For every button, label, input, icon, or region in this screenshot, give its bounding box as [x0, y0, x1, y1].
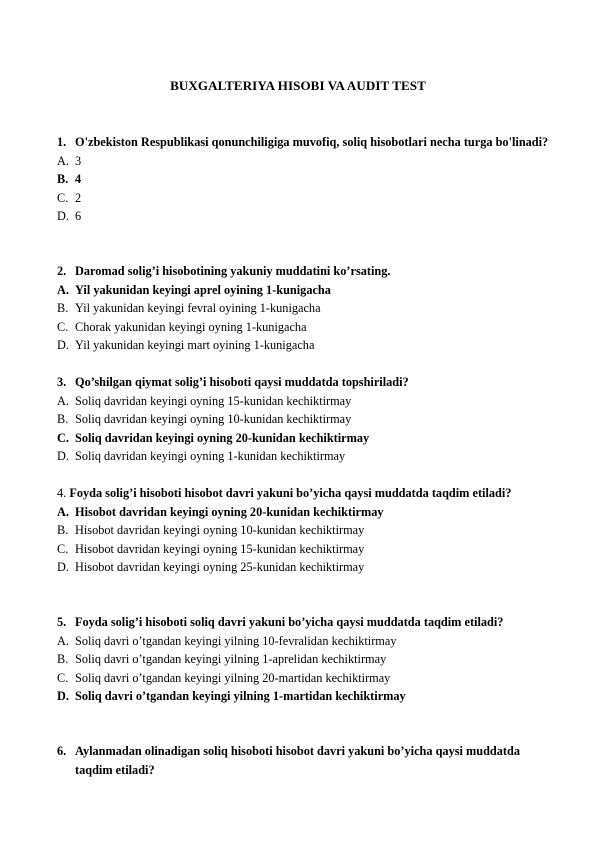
option-text: Hisobot davridan keyingi oyning 15-kunidan kechiktirmay — [75, 541, 365, 556]
question-block-2 — [57, 262, 557, 355]
option-text: Soliq davri o’tgandan keyingi yilning 1-martidan kechiktirmay — [75, 689, 406, 704]
question-text — [57, 262, 557, 281]
option-a-correct — [57, 281, 557, 300]
option-letter: D. — [57, 338, 69, 353]
question-text — [57, 613, 557, 632]
option-letter: D. — [57, 689, 69, 704]
option-letter: A. — [57, 393, 69, 408]
option-letter: A. — [57, 633, 69, 648]
question-block-6 — [57, 742, 557, 779]
option-letter: A. — [57, 504, 69, 519]
question-number: 3. — [57, 375, 67, 389]
option-text: Soliq davridan keyingi oyning 1-kunidan kechiktirmay — [75, 449, 346, 464]
option-letter: D. — [57, 560, 69, 575]
option-c-correct — [57, 429, 557, 448]
question-block-5 — [57, 613, 557, 706]
option-text: Soliq davridan keyingi oyning 20-kunidan kechiktirmay — [75, 430, 370, 445]
option-letter: B. — [57, 412, 69, 427]
option-letter: A. — [57, 153, 69, 168]
option-d — [57, 207, 557, 226]
option-d — [57, 336, 557, 355]
option-text: 4 — [75, 172, 82, 187]
option-letter: C. — [57, 319, 69, 334]
option-a — [57, 152, 557, 171]
option-letter: C. — [57, 670, 69, 685]
option-c — [57, 669, 557, 688]
question-text — [57, 484, 557, 503]
option-d-correct — [57, 687, 557, 706]
option-text: Yil yakunidan keyingi fevral oyining 1-kunigacha — [75, 301, 321, 316]
option-letter: B. — [57, 301, 69, 316]
question-block-4 — [57, 484, 557, 577]
option-letter: A. — [57, 282, 69, 297]
option-c — [57, 540, 557, 559]
option-text: Hisobot davridan keyingi oyning 25-kunidan kechiktirmay — [75, 560, 365, 575]
option-text: Soliq davri o’tgandan keyingi yilning 20-martidan kechiktirmay — [75, 670, 391, 685]
option-text: 3 — [75, 153, 82, 168]
option-letter: C. — [57, 541, 69, 556]
option-text: 2 — [75, 190, 82, 205]
option-text: Soliq davri o’tgandan keyingi yilning 1-aprelidan kechiktirmay — [75, 652, 387, 667]
option-letter: D. — [57, 209, 69, 224]
option-letter: B. — [57, 172, 69, 187]
question-block-1 — [57, 133, 557, 226]
option-c — [57, 189, 557, 208]
option-text: Yil yakunidan keyingi mart oyining 1-kunigacha — [75, 338, 315, 353]
option-b — [57, 299, 557, 318]
option-text: Soliq davri o’tgandan keyingi yilning 10-fevralidan kechiktirmay — [75, 633, 397, 648]
option-letter: B. — [57, 523, 69, 538]
question-text — [57, 133, 557, 152]
option-d — [57, 558, 557, 577]
question-number: 4. — [57, 486, 67, 500]
option-text: Yil yakunidan keyingi aprel oyining 1-kunigacha — [75, 282, 331, 297]
option-text: Soliq davridan keyingi oyning 10-kunidan kechiktirmay — [75, 412, 352, 427]
option-b — [57, 521, 557, 540]
question-label: O'zbekiston Respublikasi qonunchiligiga muvofiq, soliq hisobotlari necha turga bo'linadi? — [75, 135, 549, 149]
question-label: Foyda solig’i hisoboti hisobot davri yakuni bo’yicha qaysi muddatda taqdim etiladi? — [69, 486, 512, 500]
option-b — [57, 410, 557, 429]
question-number: 1. — [57, 135, 67, 149]
option-text: Hisobot davridan keyingi oyning 10-kunidan kechiktirmay — [75, 523, 365, 538]
option-text: Chorak yakunidan keyingi oyning 1-kunigacha — [75, 319, 307, 334]
question-label: Daromad solig’i hisobotining yakuniy muddatini ko’rsating. — [75, 264, 391, 278]
option-letter: C. — [57, 190, 69, 205]
question-label: Qo’shilgan qiymat solig’i hisoboti qaysi muddatda topshiriladi? — [75, 375, 409, 389]
question-text — [57, 742, 557, 779]
option-letter: C. — [57, 430, 69, 445]
option-text: Soliq davridan keyingi oyning 15-kunidan kechiktirmay — [75, 393, 352, 408]
question-block-3 — [57, 373, 557, 466]
option-d — [57, 447, 557, 466]
option-a — [57, 632, 557, 651]
question-number: 6. — [57, 744, 67, 758]
option-text: 6 — [75, 209, 82, 224]
option-b-correct — [57, 170, 557, 189]
option-a-correct — [57, 503, 557, 522]
document-title: BUXGALTERIYA HISOBI VA AUDIT TEST — [170, 78, 426, 93]
option-c — [57, 318, 557, 337]
question-label: Foyda solig’i hisoboti soliq davri yakuni bo’yicha qaysi muddatda taqdim etiladi? — [75, 615, 504, 629]
option-letter: B. — [57, 652, 69, 667]
option-a — [57, 392, 557, 411]
option-b — [57, 650, 557, 669]
option-letter: D. — [57, 449, 69, 464]
question-number: 5. — [57, 615, 67, 629]
question-number: 2. — [57, 264, 67, 278]
option-text: Hisobot davridan keyingi oyning 20-kunidan kechiktirmay — [75, 504, 384, 519]
question-label: Aylanmadan olinadigan soliq hisoboti hisobot davri yakuni bo’yicha qaysi muddatda taqdim etiladi? — [75, 744, 520, 777]
question-text — [57, 373, 557, 392]
